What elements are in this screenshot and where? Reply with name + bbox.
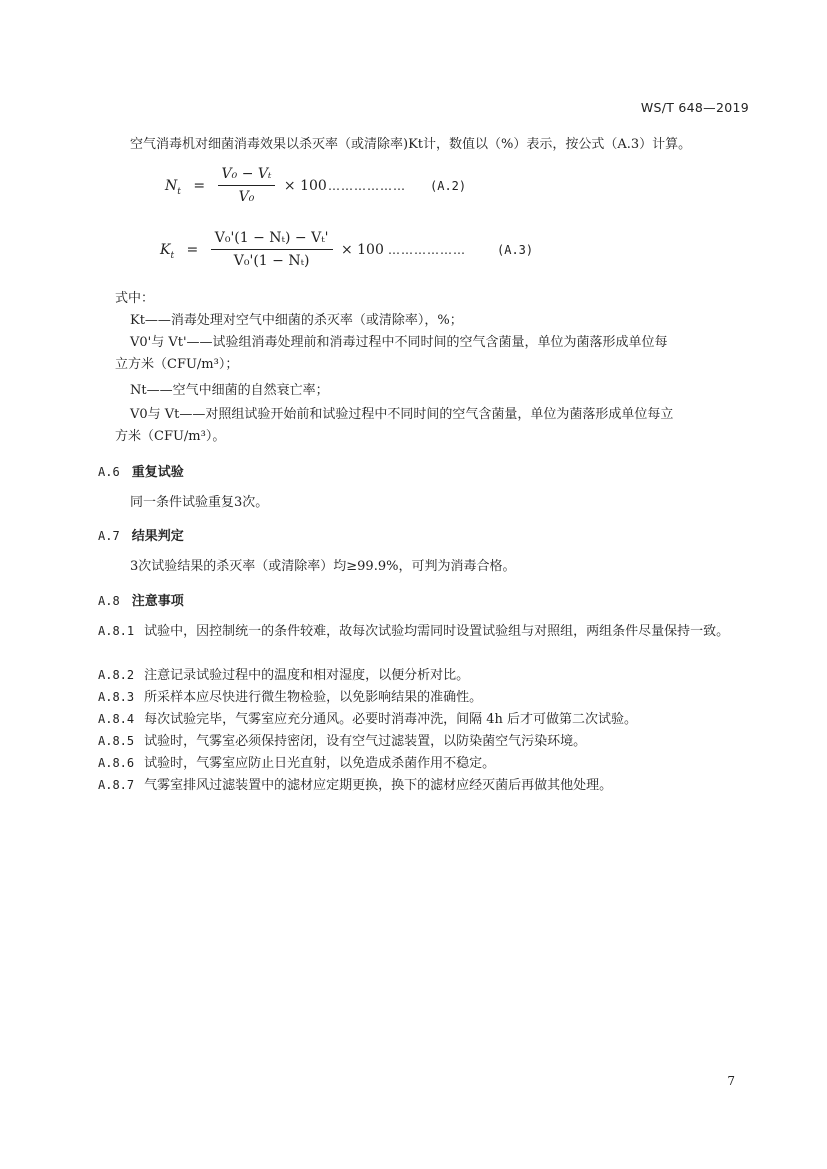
- section-a8-title: 注意事项: [131, 594, 184, 609]
- a8-item-7-number: A.8.7: [98, 778, 135, 792]
- section-a6-heading: [98, 461, 184, 480]
- formula-a3-multiplier: × 100: [340, 241, 384, 258]
- a8-item-7: [98, 775, 738, 796]
- a8-item-1: [98, 621, 738, 642]
- where-line-v0-cont: 方米（CFU/m³）。: [115, 429, 226, 444]
- a8-item-4-number: A.8.4: [98, 712, 135, 726]
- where-line-v0-prime: V0'与 Vt'——试验组消毒处理前和消毒过程中不同时间的空气含菌量，单位为菌落形成单位每: [130, 335, 668, 350]
- formula-a2-dots: ………………: [328, 179, 406, 193]
- section-a6-body: 同一条件试验重复3次。: [130, 495, 269, 510]
- formula-a2-lhs: $N_t$: [165, 177, 181, 197]
- a8-item-2: [98, 665, 738, 686]
- formula-a3-numerator: V₀'(1 − Nₜ) − Vₜ': [211, 230, 333, 250]
- formula-a3-dots: ………………: [388, 243, 466, 257]
- a8-item-2-text: 注意记录试验过程中的温度和相对湿度，以便分析对比。: [144, 668, 470, 683]
- a8-item-3-text: 所采样本应尽快进行微生物检验，以免影响结果的准确性。: [144, 690, 483, 705]
- a8-item-5-text: 试验时，气雾室必须保持密闭，设有空气过滤装置，以防染菌空气污染环境。: [144, 734, 587, 749]
- intro-paragraph: 空气消毒机对细菌消毒效果以杀灭率（或清除率)Kt计，数值以（%）表示，按公式（A.3）计算。: [130, 137, 692, 152]
- formula-a2-numerator: V₀ − Vₜ: [218, 166, 276, 186]
- section-a8-number: A.8: [98, 594, 120, 608]
- formula-a2-multiplier: × 100: [283, 177, 327, 194]
- where-line-v0-prime-cont: 立方米（CFU/m³）；: [115, 357, 239, 372]
- where-line-nt: Nt——空气中细菌的自然衰亡率；: [130, 383, 329, 398]
- a8-item-5-number: A.8.5: [98, 734, 135, 748]
- section-a6-number: A.6: [98, 465, 120, 479]
- formula-a3-fraction: [211, 230, 333, 269]
- page-number: 7: [727, 1074, 735, 1088]
- formula-a2-fraction: [218, 166, 276, 205]
- where-line-v0: V0与 Vt——对照组试验开始前和试验过程中不同时间的空气含菌量，单位为菌落形成单位每立: [130, 407, 674, 422]
- formula-a2-denominator: V₀: [238, 189, 255, 205]
- formula-a3-label: (A.3): [497, 243, 534, 257]
- formula-a2-label: (A.2): [430, 179, 467, 193]
- a8-item-5: [98, 731, 738, 752]
- a8-item-6: [98, 753, 738, 774]
- a8-item-2-number: A.8.2: [98, 668, 135, 682]
- a8-item-4: [98, 709, 738, 730]
- where-label: 式中：: [115, 291, 155, 306]
- section-a7-heading: [98, 525, 184, 544]
- a8-item-6-number: A.8.6: [98, 756, 135, 770]
- formula-a3: $K_t$ = $\frac{\text{V₀'(1 − Nₜ) − Vₜ'}}{\text{V₀'(1 − Nₜ)}}$ × 100: [160, 230, 384, 269]
- standard-id: WS/T 648—2019: [640, 100, 749, 115]
- a8-item-3: [98, 687, 738, 708]
- section-a8-heading: [98, 590, 184, 609]
- a8-item-1-text: 试验中，因控制统一的条件较难，故每次试验均需同时设置试验组与对照组，两组条件尽量保持一致。: [144, 624, 730, 639]
- section-a7-number: A.7: [98, 529, 120, 543]
- a8-item-3-number: A.8.3: [98, 690, 135, 704]
- a8-item-1-number: A.8.1: [98, 624, 135, 638]
- a8-item-6-text: 试验时，气雾室应防止日光直射，以免造成杀菌作用不稳定。: [144, 756, 496, 771]
- formula-a3-denominator: V₀'(1 − Nₜ): [233, 253, 310, 269]
- where-line-kt: Kt——消毒处理对空气中细菌的杀灭率（或清除率），%；: [130, 313, 463, 328]
- formula-a2: $N_t$ = $\frac{\text{V₀ − Vₜ}}{\text{V₀}}$ × 100: [165, 166, 327, 205]
- formula-a3-lhs: $K_t$: [160, 241, 175, 261]
- a8-item-7-text: 气雾室排风过滤装置中的滤材应定期更换，换下的滤材应经灭菌后再做其他处理。: [144, 778, 613, 793]
- section-a6-title: 重复试验: [131, 465, 184, 480]
- a8-item-4-text: 每次试验完毕，气雾室应充分通风。必要时消毒冲洗，间隔 4h 后才可做第二次试验。: [144, 712, 638, 727]
- section-a7-title: 结果判定: [131, 529, 184, 544]
- section-a7-body: 3次试验结果的杀灭率（或清除率）均≥99.9%，可判为消毒合格。: [130, 559, 516, 574]
